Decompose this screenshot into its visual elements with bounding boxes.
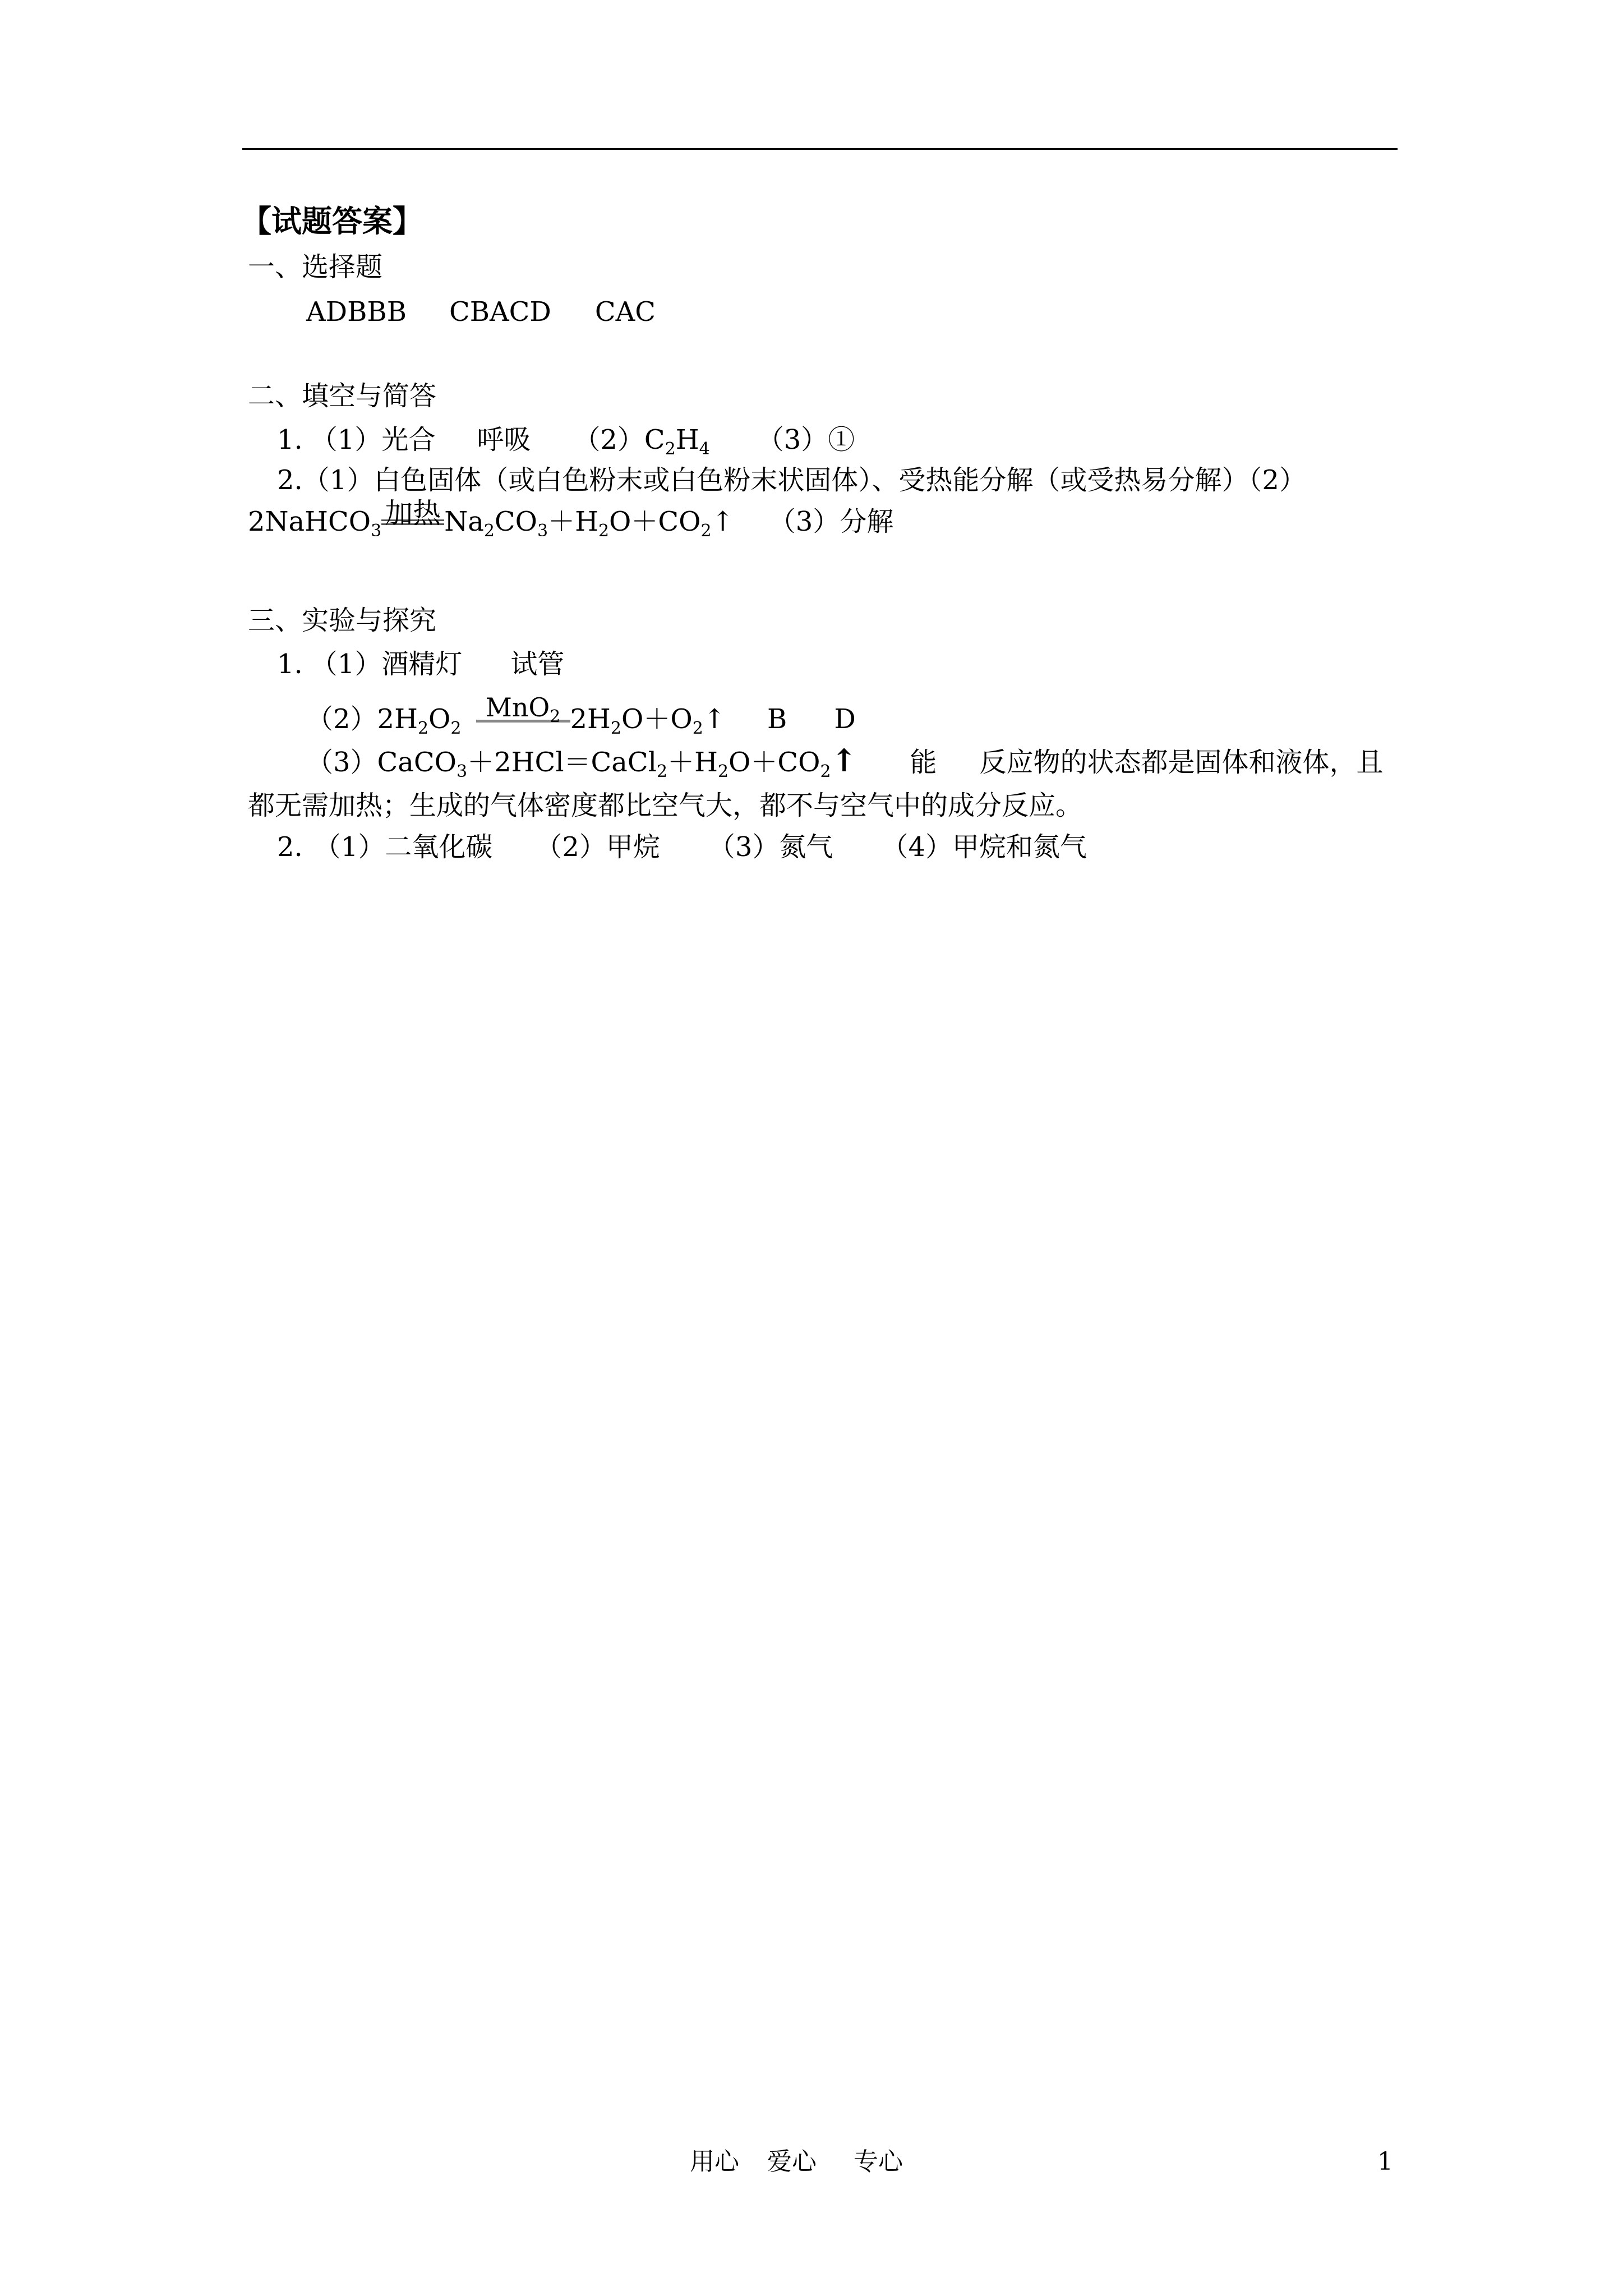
section-2-q2-equation: 2NaHCO$_3$ 加热 $Na_2CO_3+H_2O+CO_2↑$ （3）分解 [248,497,894,541]
header-rule [242,148,1398,150]
section-1-answers [306,294,656,330]
heating-condition: 加热 [381,504,444,540]
section-3-heading: 三、实验与探究 [248,605,437,636]
answer-group-2: CBACD [449,296,551,328]
section-3-q1-part1: 1. （1）酒精灯 试管 [277,648,565,680]
section-3-q2: 2. （1）二氧化碳 （2）甲烷 （3）氮气 （4）甲烷和氮气 [277,831,1087,863]
section-2-q2-line1: 2.（1）白色固体（或白色粉末或白色粉末状固体）、受热能分解（或受热易分解）（2） [277,464,1306,496]
answer-group-1: ADBBB [306,296,407,328]
section-3-q1-part2: $(2)2H_2O_2$ MnO$_2$ $2H_2O+O_2↑$ B D [306,692,856,738]
section-2-q1: 1. （1）光合 呼吸 $(2)C_2H_4$ （3）① [277,424,855,459]
catalyst-condition: MnO$_2$ [476,701,570,737]
section-3-q1-part3-cont: 都无需加热；生成的气体密度都比空气大，都不与空气中的成分反应。 [248,790,1083,821]
page-number: 1 [1377,2147,1393,2176]
section-3-q1-part3: $(3)CaCO_3+2HCl=CaCl_2+H_2O+CO_2↑$ 能 反应物的状态都是固体和液体，且 [306,742,1384,781]
answer-title: 【试题答案】 [241,203,423,239]
gas-arrow-icon: ↑ [703,703,726,735]
gas-arrow-icon: ↑ [711,506,734,537]
footer-motto: 用心 爱心 专心 [690,2147,903,2176]
gas-arrow-icon: ↑ [831,742,857,779]
section-1-heading: 一、选择题 [248,251,383,283]
answer-group-3: CAC [594,296,656,328]
section-2-heading: 二、填空与简答 [248,380,437,412]
